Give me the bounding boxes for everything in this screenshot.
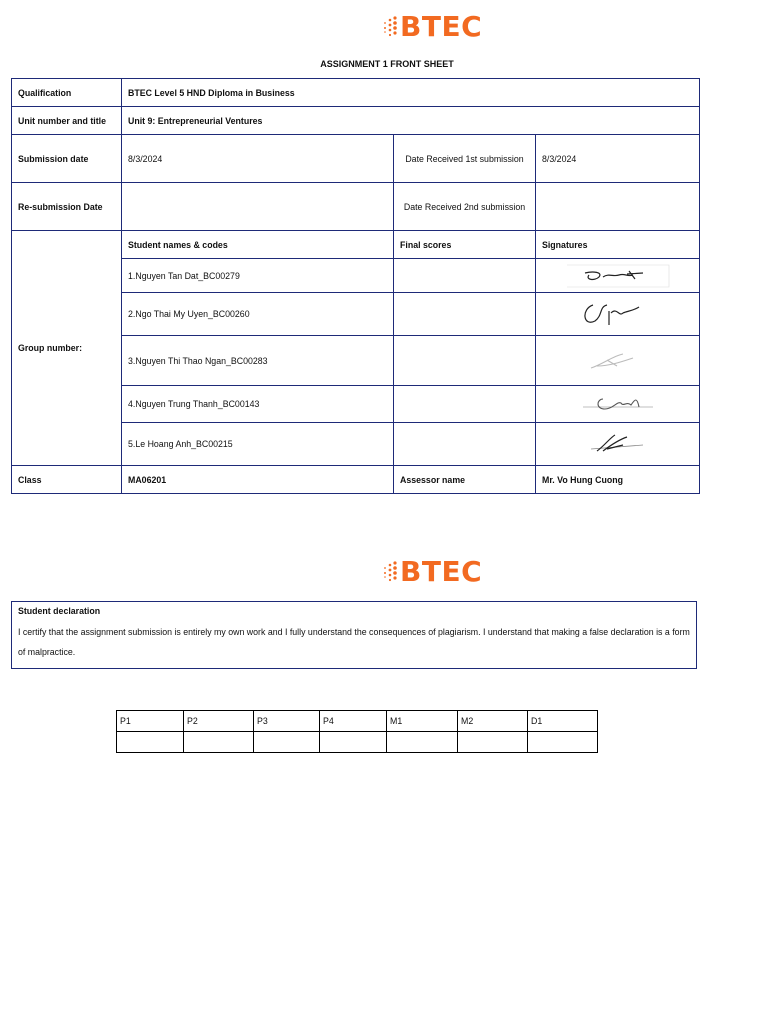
btec-logo xyxy=(382,12,482,42)
signature-cell xyxy=(536,293,700,336)
qualification-label: Qualification xyxy=(12,79,122,107)
submission-date-label: Submission date xyxy=(12,135,122,183)
row-unit xyxy=(12,107,700,135)
grade-header: M1 xyxy=(387,711,458,732)
grade-value xyxy=(117,732,184,753)
student-score xyxy=(394,293,536,336)
class-value: MA06201 xyxy=(122,466,394,494)
group-number-label: Group number: xyxy=(12,231,122,466)
grades-table xyxy=(116,710,598,753)
date-received-2-label: Date Received 2nd submission xyxy=(394,183,536,231)
student-score xyxy=(394,336,536,386)
student-name: 2.Ngo Thai My Uyen_BC00260 xyxy=(122,293,394,336)
grade-value xyxy=(387,732,458,753)
grade-value xyxy=(320,732,387,753)
grades-header-row xyxy=(117,711,598,732)
signature-cell xyxy=(536,423,700,466)
btec-logo xyxy=(382,557,482,587)
date-received-2-value xyxy=(536,183,700,231)
signature-anh-image xyxy=(563,429,673,459)
grade-value xyxy=(528,732,598,753)
signature-cell xyxy=(536,336,700,386)
signature-ngan-image xyxy=(563,346,673,376)
class-label: Class xyxy=(12,466,122,494)
header-signatures: Signatures xyxy=(536,231,700,259)
grade-header: P1 xyxy=(117,711,184,732)
grade-header: M2 xyxy=(458,711,528,732)
grade-header: P3 xyxy=(254,711,320,732)
row-qualification xyxy=(12,79,700,107)
signature-uyen-image xyxy=(563,299,673,329)
header-final-scores: Final scores xyxy=(394,231,536,259)
student-score xyxy=(394,423,536,466)
assessor-label: Assessor name xyxy=(394,466,536,494)
student-name: 5.Le Hoang Anh_BC00215 xyxy=(122,423,394,466)
unit-label: Unit number and title xyxy=(12,107,122,135)
grade-value xyxy=(254,732,320,753)
logo-text: BTEC xyxy=(400,10,483,43)
unit-value: Unit 9: Entrepreneurial Ventures xyxy=(122,107,700,135)
grade-value xyxy=(184,732,254,753)
student-name: 3.Nguyen Thi Thao Ngan_BC00283 xyxy=(122,336,394,386)
resubmission-value xyxy=(122,183,394,231)
date-received-1-label: Date Received 1st submission xyxy=(394,135,536,183)
student-name: 4.Nguyen Trung Thanh_BC00143 xyxy=(122,386,394,423)
declaration-text: I certify that the assignment submission is entirely my own work and I fully understand the consequences of plagiarism. I understand that making a false declaration is a form of malpractice. xyxy=(18,627,690,657)
student-declaration xyxy=(11,601,697,669)
student-score xyxy=(394,259,536,293)
grade-header: P4 xyxy=(320,711,387,732)
page-title: ASSIGNMENT 1 FRONT SHEET xyxy=(320,59,454,69)
logo-dots-icon xyxy=(382,560,398,584)
row-submission xyxy=(12,135,700,183)
grade-header: D1 xyxy=(528,711,598,732)
logo-text: BTEC xyxy=(400,555,483,588)
signature-cell xyxy=(536,259,700,293)
header-student-names: Student names & codes xyxy=(122,231,394,259)
grade-value xyxy=(458,732,528,753)
row-resubmission xyxy=(12,183,700,231)
signature-cell xyxy=(536,386,700,423)
signature-thanh-image xyxy=(563,389,673,419)
front-sheet-table xyxy=(11,78,700,494)
grade-header: P2 xyxy=(184,711,254,732)
submission-date-value: 8/3/2024 xyxy=(122,135,394,183)
student-score xyxy=(394,386,536,423)
row-class xyxy=(12,466,700,494)
assessor-value: Mr. Vo Hung Cuong xyxy=(536,466,700,494)
grades-value-row xyxy=(117,732,598,753)
signature-dat-image xyxy=(563,261,673,291)
date-received-1-value: 8/3/2024 xyxy=(536,135,700,183)
logo-dots-icon xyxy=(382,15,398,39)
resubmission-label: Re-submission Date xyxy=(12,183,122,231)
qualification-value: BTEC Level 5 HND Diploma in Business xyxy=(122,79,700,107)
row-group-header xyxy=(12,231,700,259)
declaration-heading: Student declaration xyxy=(18,606,101,616)
student-name: 1.Nguyen Tan Dat_BC00279 xyxy=(122,259,394,293)
